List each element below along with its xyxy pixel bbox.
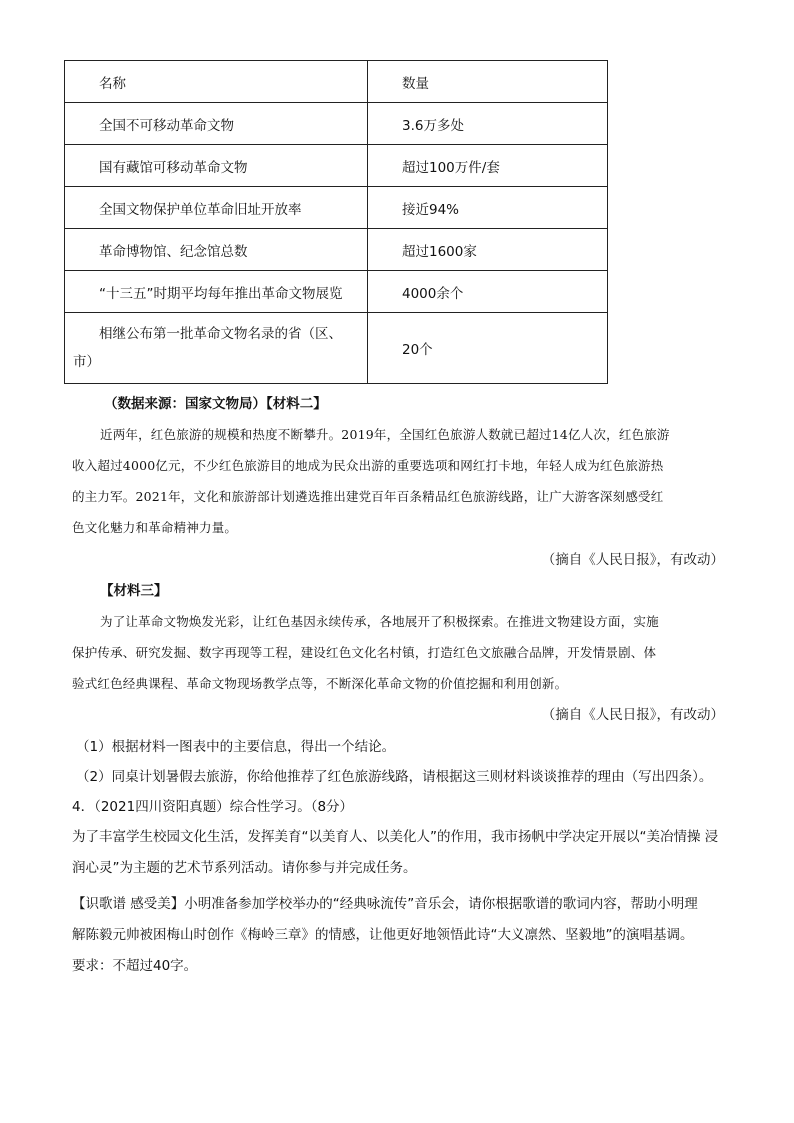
question-1: （1）根据材料一图表中的主要信息，得出一个结论。: [76, 739, 396, 755]
item4-task-line: 【识歌谱 感受美】小明准备参加学校举办的“经典咏流传”音乐会，请你根据歌谱的歌词内容，帮助小明理: [72, 896, 698, 912]
item4-title: 4．（2021四川资阳真题）综合性学习。（8分）: [72, 799, 354, 815]
table-cell-qty: 接近94%: [368, 187, 608, 229]
table-row: [65, 229, 608, 271]
table-header-row: [65, 61, 608, 103]
table-cell-qty: 超过1600家: [368, 229, 608, 271]
material3-line: 为了让革命文物焕发光彩，让红色基因永续传承，各地展开了积极探索。在推进文物建设方面，实施: [100, 614, 659, 629]
material3-line: 保护传承、研究发掘、数字再现等工程，建设红色文化名村镇，打造红色文旅融合品牌，开发情景剧、体: [72, 645, 657, 660]
table-row: [65, 145, 608, 187]
material2-line: 近两年，红色旅游的规模和热度不断攀升。2019年，全国红色旅游人数就已超过14亿人次，红色旅游: [100, 427, 670, 442]
table-cell-qty: 超过100万件/套: [368, 145, 608, 187]
table-row: [65, 187, 608, 229]
table-cell-name: 全国不可移动革命文物: [65, 103, 368, 145]
table-row: [65, 103, 608, 145]
table-header-name: 名称: [65, 61, 368, 103]
material3-citation: （摘自《人民日报》，有改动）: [541, 707, 724, 723]
data-source-note: （数据来源：国家文物局）【材料二】: [104, 396, 327, 412]
material2-citation: （摘自《人民日报》，有改动）: [541, 552, 724, 568]
item4-task-line: 解陈毅元帅被困梅山时创作《梅岭三章》的情感，让他更好地领悟此诗“大义凛然、坚毅地”的演唱基调。: [72, 927, 694, 943]
item4-requirement: 要求：不超过40字。: [72, 958, 198, 974]
material2-line: 的主力军。2021年，文化和旅游部计划遴选推出建党百年百条精品红色旅游线路，让广大游客深刻感受红: [72, 489, 664, 504]
table-cell-name: 全国文物保护单位革命旧址开放率: [65, 187, 368, 229]
table-cell-qty: 20个: [368, 313, 608, 384]
table-cell-name: [65, 313, 368, 384]
table-cell-qty: 3.6万多处: [368, 103, 608, 145]
material3-line: 验式红色经典课程、革命文物现场教学点等，不断深化革命文物的价值挖掘和利用创新。: [72, 676, 568, 691]
material2-line: 色文化魅力和革命精神力量。: [72, 520, 238, 535]
table-cell-name: “十三五”时期平均每年推出革命文物展览: [65, 271, 368, 313]
material2-line: 收入超过4000亿元，不少红色旅游目的地成为民众出游的重要选项和网红打卡地，年轻人成为红色旅游热: [72, 458, 664, 473]
revolutionary-relics-table: [64, 60, 608, 384]
table-cell-name-line2: 市）: [73, 354, 100, 370]
material3-heading: 【材料三】: [100, 583, 168, 599]
item4-intro-line: 为了丰富学生校园文化生活，发挥美育“以美育人、以美化人”的作用，我市扬帆中学决定开展以“美冶情操 浸: [72, 829, 719, 845]
table-cell-name: 革命博物馆、纪念馆总数: [65, 229, 368, 271]
table-cell-qty: 4000余个: [368, 271, 608, 313]
table-cell-name-line1: 相继公布第一批革命文物名录的省（区、: [99, 326, 342, 342]
table-header-qty: 数量: [368, 61, 608, 103]
table-cell-name: 国有藏馆可移动革命文物: [65, 145, 368, 187]
item4-intro-line: 润心灵”为主题的艺术节系列活动。请你参与并完成任务。: [72, 860, 417, 876]
question-2: （2）同桌计划暑假去旅游，你给他推荐了红色旅游线路，请根据这三则材料谈谈推荐的理由（写出四条）。: [76, 769, 713, 785]
table-row: [65, 313, 608, 384]
table-row: [65, 271, 608, 313]
